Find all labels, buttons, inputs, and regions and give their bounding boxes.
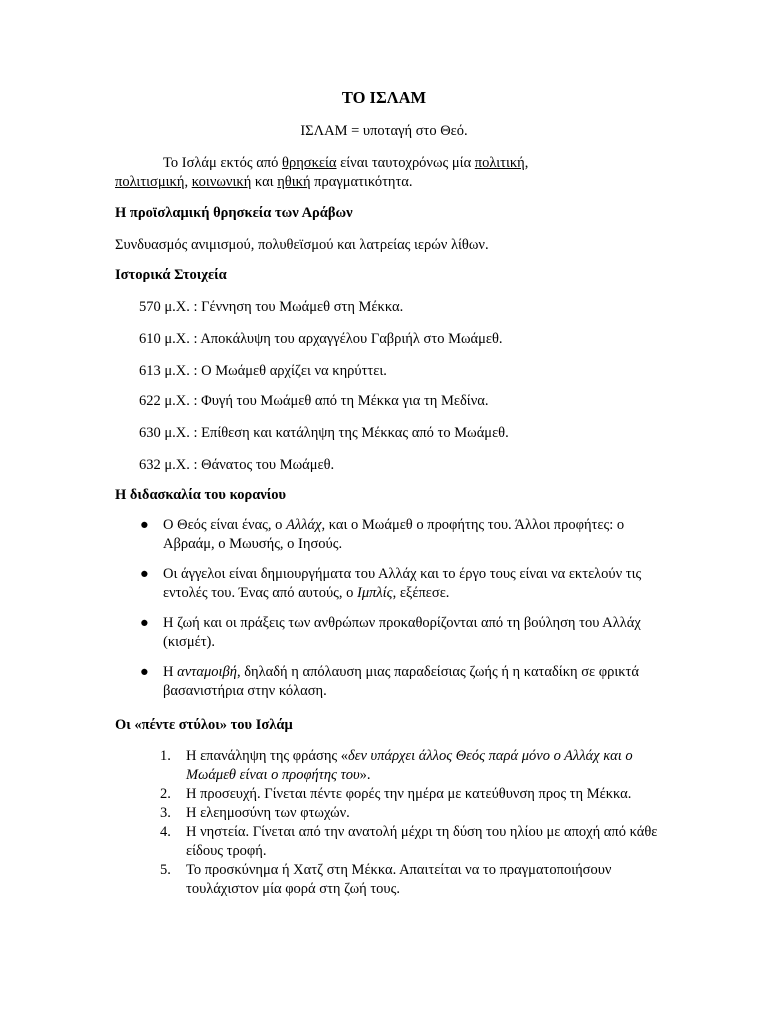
item-text: , εξέπεσε. bbox=[392, 585, 450, 601]
pillars-heading: Οι «πέντε στύλοι» του Ισλάμ bbox=[115, 717, 293, 733]
list-item bbox=[160, 861, 665, 899]
islam-definition: ΙΣΛΑΜ = υποταγή στο Θεό. bbox=[300, 123, 468, 139]
item-italic-text: Αλλάχ bbox=[286, 517, 322, 533]
intro-text: πραγματικότητα. bbox=[310, 174, 413, 190]
intro-text: είναι ταυτοχρόνως μία bbox=[336, 155, 475, 171]
list-item bbox=[140, 614, 660, 652]
intro-underlined-word: ηθική bbox=[277, 174, 311, 190]
list-item bbox=[160, 804, 665, 823]
history-heading: Ιστορικά Στοιχεία bbox=[115, 267, 227, 283]
document-title: ΤΟ ΙΣΛΑΜ bbox=[341, 88, 427, 107]
pre-islamic-text: Συνδυασμός ανιμισμού, πολυθεϊσμού και λατρείας ιερών λίθων. bbox=[115, 237, 489, 253]
item-text: ». bbox=[359, 767, 371, 783]
item-text: Η ζωή και οι πράξεις των ανθρώπων προκαθορίζονται από τη βούληση του Αλλάχ (κισμέτ). bbox=[163, 615, 641, 650]
intro-underlined-word: πολιτική bbox=[474, 155, 525, 171]
item-italic-text: δεν υπάρχει άλλος Θεός παρά μόνο ο Αλλάχ και ο Μωάμεθ είναι ο προφήτης του bbox=[186, 748, 633, 783]
bullet-icon: ● bbox=[140, 615, 149, 631]
item-text: Η bbox=[163, 664, 178, 680]
history-event: 632 μ.Χ. : Θάνατος του Μωάμεθ. bbox=[139, 457, 335, 473]
item-text: Η προσευχή. Γίνεται πέντε φορές την ημέρα με κατεύθυνση προς τη Μέκκα. bbox=[186, 786, 632, 802]
item-text: Η ελεημοσύνη των φτωχών. bbox=[186, 805, 350, 821]
item-text: Η νηστεία. Γίνεται από την ανατολή μέχρι τη δύση του ηλίου με αποχή από κάθε είδους τροφή. bbox=[186, 824, 658, 859]
item-text: Οι άγγελοι είναι δημιουργήματα του Αλλάχ και το έργο τους είναι να εκτελούν τις εντολές του. Ένας από αυτούς, ο bbox=[163, 566, 642, 601]
item-text: Η επανάληψη της φράσης « bbox=[186, 748, 349, 764]
item-text: , και ο Μωάμεθ ο προφήτης του. Άλλοι προφήτες: ο Αβραάμ, ο Μωυσής, ο Ιησούς. bbox=[163, 517, 625, 552]
list-number: 2. bbox=[160, 786, 171, 802]
pillars-list bbox=[160, 747, 665, 899]
item-italic-text: ανταμοιβή bbox=[177, 664, 237, 680]
list-number: 5. bbox=[160, 862, 171, 878]
intro-underlined-word: πολιτισμική bbox=[115, 174, 185, 190]
koran-teachings-list bbox=[140, 516, 660, 712]
item-text: , δηλαδή η απόλαυση μιας παραδείσιας ζωής ή η καταδίκη σε φρικτά βασανιστήρια στην κόλαση. bbox=[163, 664, 639, 699]
list-item bbox=[160, 747, 665, 785]
list-number: 1. bbox=[160, 748, 171, 764]
item-italic-text: Ιμπλίς bbox=[357, 585, 393, 601]
list-item bbox=[160, 785, 665, 804]
bullet-icon: ● bbox=[140, 517, 149, 533]
list-number: 4. bbox=[160, 824, 171, 840]
list-item bbox=[140, 516, 660, 554]
history-event: 610 μ.Χ. : Αποκάλυψη του αρχαγγέλου Γαβριήλ στο Μωάμεθ. bbox=[139, 331, 503, 347]
pre-islamic-heading: Η προϊσλαμική θρησκεία των Αράβων bbox=[115, 205, 353, 221]
intro-underlined-word: κοινωνική bbox=[191, 174, 252, 190]
history-event: 630 μ.Χ. : Επίθεση και κατάληψη της Μέκκας από το Μωάμεθ. bbox=[139, 425, 509, 441]
history-event: 613 μ.Χ. : Ο Μωάμεθ αρχίζει να κηρύττει. bbox=[139, 363, 387, 379]
item-text: Το προσκύνημα ή Χατζ στη Μέκκα. Απαιτείται να το πραγματοποιήσουν τουλάχιστον μία φορά στη ζωή τους. bbox=[186, 862, 612, 897]
list-item bbox=[160, 823, 665, 861]
item-text: Ο Θεός είναι ένας, ο bbox=[163, 517, 287, 533]
bullet-icon: ● bbox=[140, 664, 149, 680]
list-item bbox=[140, 565, 660, 603]
history-event: 622 μ.Χ. : Φυγή του Μωάμεθ από τη Μέκκα για τη Μεδίνα. bbox=[139, 393, 489, 409]
history-event: 570 μ.Χ. : Γέννηση του Μωάμεθ στη Μέκκα. bbox=[139, 299, 404, 315]
intro-underlined-word: θρησκεία bbox=[282, 155, 337, 171]
koran-heading: Η διδασκαλία του κορανίου bbox=[115, 487, 287, 503]
intro-paragraph bbox=[115, 154, 625, 192]
list-item bbox=[140, 663, 660, 701]
intro-text: , bbox=[524, 155, 529, 171]
intro-text: Το Ισλάμ εκτός από bbox=[163, 155, 283, 171]
bullet-icon: ● bbox=[140, 566, 149, 582]
intro-text: και bbox=[251, 174, 278, 190]
intro-text: , bbox=[184, 174, 192, 190]
list-number: 3. bbox=[160, 805, 171, 821]
